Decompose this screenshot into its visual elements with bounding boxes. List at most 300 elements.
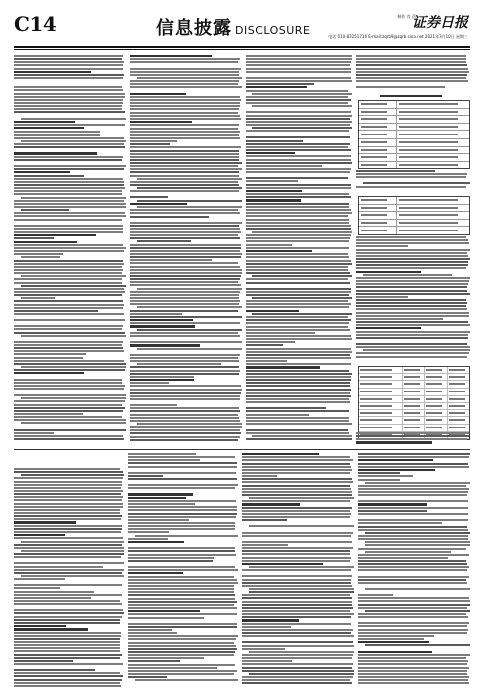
text-line (130, 319, 193, 321)
text-line (242, 648, 285, 650)
text-line (356, 315, 469, 317)
text-line (14, 525, 122, 527)
text-line (246, 278, 348, 280)
text-line (365, 644, 470, 646)
text-line (356, 86, 445, 88)
text-line (130, 68, 241, 70)
text-line (246, 332, 315, 334)
text-line (128, 566, 235, 568)
text-line (14, 178, 123, 180)
text-line (130, 118, 241, 120)
text-line (358, 479, 400, 481)
text-line (14, 237, 54, 239)
text-line (252, 231, 352, 233)
text-line (358, 629, 468, 631)
text-line (130, 284, 241, 286)
table-cell (359, 205, 397, 212)
text-line (358, 660, 468, 662)
text-line (130, 376, 194, 378)
text-line (358, 632, 467, 634)
text-line (246, 398, 349, 400)
text-line (242, 601, 352, 603)
text-line (358, 600, 470, 602)
editor-line: 制作 肖 蓓 (397, 14, 416, 19)
table-row (359, 220, 469, 228)
text-line (356, 356, 467, 358)
text-line (242, 516, 350, 518)
text-line (14, 499, 122, 501)
text-line (21, 541, 124, 543)
text-line (137, 187, 242, 189)
text-line (128, 560, 213, 562)
text-line (14, 372, 84, 374)
masthead-rule-thick (14, 46, 470, 48)
section-divider (14, 449, 470, 450)
text-line (246, 438, 352, 440)
text-line (14, 212, 125, 214)
table-cell (397, 205, 469, 212)
text-line (246, 68, 351, 70)
text-line (14, 672, 120, 674)
text-line (130, 115, 240, 117)
text-line (14, 562, 124, 564)
text-line (358, 667, 469, 669)
text-line (128, 554, 236, 556)
text-line (358, 485, 466, 487)
text-line (246, 266, 348, 268)
text-line (358, 475, 413, 477)
text-line (130, 395, 240, 397)
table-cell (397, 154, 469, 161)
table-row (359, 374, 469, 381)
text-line (246, 291, 351, 293)
text-line (356, 327, 421, 329)
text-line (365, 541, 470, 543)
text-line (246, 366, 320, 368)
text-line (14, 357, 83, 359)
text-line (246, 193, 349, 195)
text-line (356, 308, 467, 310)
text-line (242, 679, 350, 681)
table-cell (403, 381, 425, 387)
text-line (252, 105, 352, 107)
text-line (242, 507, 352, 509)
text-line (21, 575, 124, 577)
text-line (246, 432, 349, 434)
table-row (359, 410, 469, 417)
text-line (130, 398, 240, 400)
text-line (21, 197, 126, 199)
text-line (130, 281, 238, 283)
text-line (14, 654, 122, 656)
info-table-1-title (380, 95, 442, 97)
text-line (130, 407, 239, 409)
text-line (246, 96, 348, 98)
text-line (242, 676, 353, 678)
text-line (130, 262, 238, 264)
text-line (128, 623, 237, 625)
text-line (242, 488, 351, 490)
table-cell (359, 220, 397, 227)
text-line (14, 616, 122, 618)
text-line (128, 673, 234, 675)
text-line (14, 544, 122, 546)
section-title-cn: 信息披露 (156, 18, 232, 39)
text-line (130, 184, 239, 186)
text-line (130, 291, 240, 293)
text-line (249, 651, 354, 653)
text-line (128, 466, 237, 468)
text-line (246, 199, 301, 201)
text-line (246, 152, 295, 154)
text-line (14, 429, 126, 431)
text-line (130, 266, 240, 268)
text-line (130, 410, 240, 412)
text-line (246, 165, 322, 167)
text-line (14, 134, 100, 136)
text-line (130, 140, 177, 142)
text-line (358, 538, 468, 540)
text-line (365, 482, 470, 484)
text-line (130, 168, 242, 170)
text-line (358, 613, 466, 615)
text-line (356, 249, 470, 251)
text-line (14, 594, 122, 596)
text-line (128, 569, 238, 571)
text-line (128, 538, 168, 540)
text-line (356, 245, 408, 247)
table-row (359, 205, 469, 213)
text-line (246, 102, 348, 104)
text-line (246, 222, 349, 224)
text-line (14, 55, 123, 57)
text-line (358, 654, 470, 656)
text-line (246, 171, 350, 173)
text-line (137, 77, 242, 79)
text-line (14, 269, 123, 271)
text-line (130, 379, 194, 381)
text-line (130, 275, 241, 277)
table-cell (397, 131, 469, 138)
table-cell (359, 227, 397, 234)
text-line (242, 632, 351, 634)
text-line (14, 537, 123, 539)
text-line (356, 290, 467, 292)
text-line (246, 61, 351, 63)
announcement-column-2 (130, 55, 242, 447)
text-line (14, 569, 124, 571)
text-line (242, 575, 352, 577)
text-line (246, 237, 350, 239)
text-line (356, 321, 468, 323)
text-line (130, 360, 239, 362)
text-line (242, 569, 351, 571)
table-cell (359, 101, 397, 108)
text-line (128, 503, 195, 505)
text-line (246, 209, 351, 211)
text-line (130, 429, 240, 431)
text-line (246, 111, 351, 113)
text-line (14, 304, 124, 306)
text-line (249, 673, 354, 675)
text-line (358, 607, 467, 609)
text-line (21, 366, 126, 368)
table-cell (448, 374, 469, 380)
contact-line: 电话 010-83251716 E-mail:zqrb9@zqrb.sina.net 2021年3月10日 星期三 (328, 34, 468, 39)
text-line (130, 256, 241, 258)
text-line (128, 487, 235, 489)
text-line (128, 682, 238, 685)
text-line (246, 212, 352, 214)
text-line (14, 471, 123, 473)
text-line (14, 61, 124, 63)
text-line (14, 307, 123, 309)
text-line (358, 557, 448, 559)
text-line (130, 131, 240, 133)
text-line (358, 638, 424, 640)
text-line (358, 597, 469, 599)
text-line (14, 625, 66, 627)
text-line (246, 263, 352, 265)
text-line (356, 170, 435, 172)
text-line (242, 519, 287, 521)
text-line (356, 324, 470, 326)
text-line (358, 566, 469, 568)
text-line (128, 585, 234, 587)
text-line (242, 585, 352, 587)
info-table-2 (358, 196, 470, 235)
text-line (246, 234, 351, 236)
table-cell (425, 374, 447, 380)
table-cell (359, 154, 397, 161)
text-line (356, 258, 470, 260)
text-line (14, 591, 94, 593)
text-line (130, 354, 240, 356)
text-line (14, 127, 84, 129)
text-line (246, 159, 351, 161)
text-line (358, 548, 466, 550)
text-line (246, 329, 350, 331)
text-line (246, 115, 352, 117)
text-line (246, 385, 350, 387)
text-line (358, 503, 427, 505)
text-line (14, 159, 122, 161)
text-line (130, 313, 182, 315)
text-line (246, 282, 350, 284)
text-line (242, 550, 350, 552)
table-row (359, 417, 469, 424)
text-line (130, 414, 238, 416)
text-line (14, 89, 123, 91)
table-cell (448, 425, 469, 431)
text-line (358, 635, 434, 637)
text-line (242, 503, 300, 505)
text-line (130, 417, 239, 419)
text-line (356, 77, 466, 79)
table-cell (359, 381, 403, 387)
text-line (242, 544, 288, 546)
text-line (130, 108, 239, 110)
text-line (252, 435, 352, 437)
text-line (130, 300, 240, 302)
text-line (130, 150, 239, 152)
text-line (14, 58, 122, 60)
text-line (14, 647, 120, 649)
text-line (130, 171, 239, 173)
text-line (14, 632, 121, 634)
announcement-column-4-bottom (356, 432, 470, 446)
text-line (14, 168, 124, 170)
text-line (130, 80, 239, 82)
text-line (14, 200, 124, 202)
text-line (130, 385, 241, 387)
text-line (358, 510, 427, 512)
text-line (358, 604, 470, 606)
text-line (137, 363, 221, 365)
text-line (356, 334, 468, 336)
text-line (358, 513, 468, 515)
text-line (242, 597, 352, 599)
text-line (242, 553, 350, 555)
text-line (14, 310, 98, 312)
text-line (128, 598, 235, 600)
text-line (356, 331, 470, 333)
text-line (358, 491, 468, 493)
table-cell (359, 109, 397, 116)
text-line (246, 140, 303, 142)
text-line (14, 584, 122, 586)
text-line (358, 535, 468, 537)
text-line (356, 186, 466, 188)
text-line (14, 553, 124, 555)
text-line (242, 623, 351, 625)
text-line (246, 80, 352, 82)
text-line (14, 578, 65, 580)
text-line (246, 136, 350, 138)
text-line (128, 550, 235, 552)
text-line (246, 99, 351, 101)
text-line (246, 272, 350, 274)
text-line (14, 506, 123, 508)
table-cell (448, 389, 469, 395)
text-line (246, 177, 348, 179)
text-line (14, 622, 120, 624)
text-line (128, 472, 236, 474)
text-line (246, 316, 348, 318)
text-line (358, 554, 469, 556)
announcement-column-5 (14, 453, 124, 691)
text-line (14, 685, 121, 687)
text-line (130, 128, 238, 130)
text-line (246, 389, 351, 391)
text-line (246, 187, 351, 189)
text-line (242, 657, 352, 659)
text-line (246, 395, 351, 397)
text-line (135, 535, 238, 537)
table-row (359, 131, 469, 139)
text-line (130, 294, 239, 296)
text-line (356, 271, 421, 273)
text-line (246, 357, 351, 359)
text-line (249, 566, 354, 568)
text-line (130, 225, 239, 227)
table-cell (403, 417, 425, 423)
text-line (130, 134, 239, 136)
text-line (14, 332, 125, 334)
text-line (130, 203, 187, 205)
brand-logo: 证券日报 (412, 15, 468, 31)
text-line (137, 240, 191, 242)
table-cell (448, 410, 469, 416)
table-cell (359, 212, 397, 219)
text-line (246, 306, 349, 308)
text-line (130, 196, 168, 198)
text-line (242, 641, 353, 643)
text-line (130, 325, 195, 327)
text-line (130, 181, 238, 183)
text-line (358, 651, 432, 653)
text-line (128, 594, 235, 596)
table-row (359, 396, 469, 403)
text-line (246, 90, 348, 92)
table-row (359, 109, 469, 117)
text-line (242, 635, 354, 637)
text-line (358, 582, 467, 584)
text-line (356, 68, 468, 70)
text-line (356, 299, 466, 301)
text-line (246, 219, 349, 221)
table-cell (448, 381, 469, 387)
text-line (242, 645, 354, 647)
text-line (14, 146, 125, 148)
text-line (358, 576, 469, 578)
text-line (128, 632, 177, 634)
text-line (246, 184, 351, 186)
table-cell (359, 147, 397, 154)
table-cell (397, 101, 469, 108)
text-line (128, 497, 186, 499)
text-line (128, 475, 163, 477)
text-line (358, 494, 467, 496)
text-line (356, 346, 470, 348)
text-line (246, 310, 299, 312)
text-line (128, 670, 237, 672)
text-line (358, 594, 393, 596)
table-cell (359, 124, 397, 131)
text-line (246, 294, 349, 296)
text-line (128, 557, 214, 559)
text-line (252, 127, 352, 129)
table-row (359, 212, 469, 220)
table-cell (359, 389, 403, 395)
text-line (246, 71, 351, 73)
text-line (242, 594, 350, 596)
text-line (246, 288, 351, 290)
text-line (128, 657, 204, 659)
text-line (14, 663, 123, 665)
text-line (356, 64, 467, 66)
text-line (14, 509, 120, 511)
text-line (130, 278, 240, 280)
text-line (14, 247, 126, 249)
text-line (246, 373, 352, 375)
text-line (246, 203, 349, 205)
text-line (358, 459, 433, 461)
text-line (128, 576, 234, 578)
text-line (358, 469, 435, 471)
text-line (14, 282, 122, 284)
text-line (358, 526, 467, 528)
